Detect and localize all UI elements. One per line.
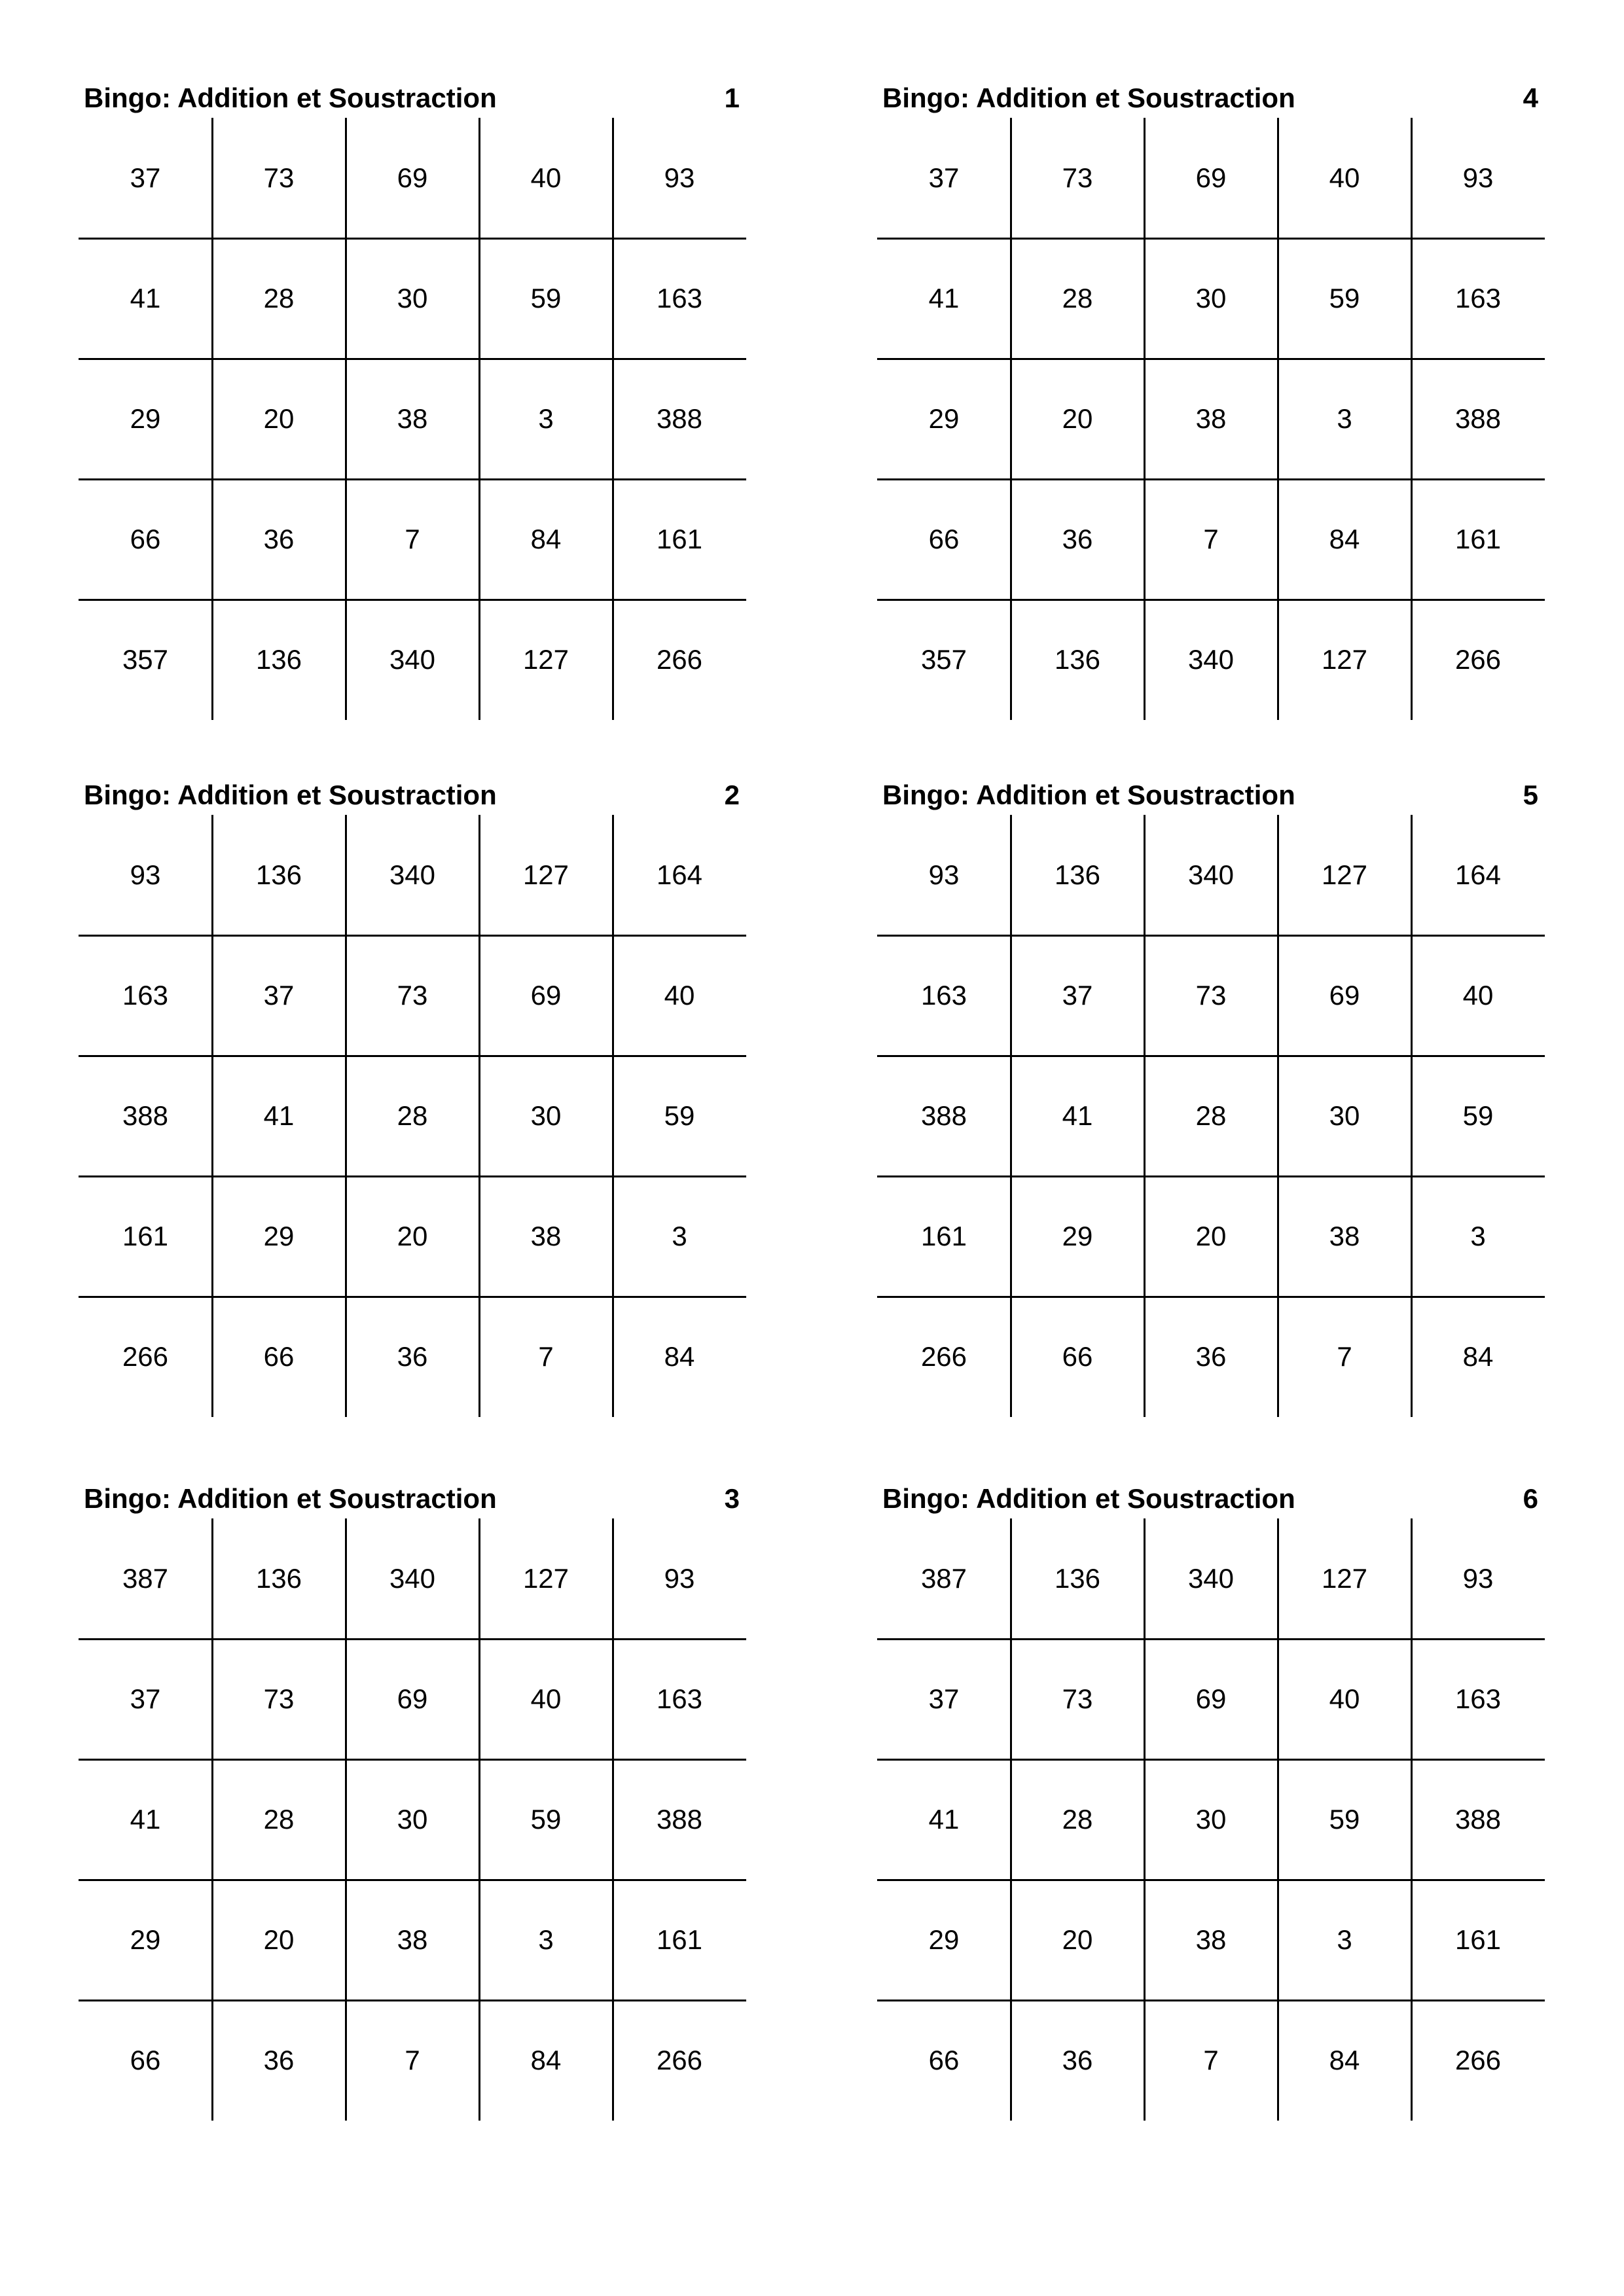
bingo-cell: 40 (1462, 980, 1494, 1011)
grid-row-divider (877, 1175, 1545, 1177)
bingo-cell: 388 (1454, 1804, 1502, 1835)
bingo-card-6 (877, 1479, 1545, 2121)
grid-column-divider (1277, 815, 1279, 1417)
card-header (79, 1479, 746, 1518)
bingo-cell: 163 (1454, 1683, 1502, 1714)
grid-column-divider (612, 118, 614, 720)
bingo-cell: 36 (1195, 1341, 1227, 1372)
bingo-cell: 29 (130, 1924, 161, 1955)
bingo-cell: 36 (1062, 524, 1093, 554)
bingo-cell: 93 (130, 859, 161, 890)
bingo-cell: 40 (530, 1683, 562, 1714)
grid-column-divider (478, 815, 480, 1417)
bingo-grid (79, 815, 746, 1417)
bingo-cell: 40 (1329, 162, 1360, 193)
bingo-cell: 161 (1454, 1924, 1502, 1955)
card-title: Bingo: Addition et Soustraction (84, 82, 497, 113)
grid-column-divider (1411, 1518, 1413, 2121)
bingo-cell: 7 (405, 2045, 420, 2075)
bingo-cell: 388 (122, 1100, 169, 1131)
bingo-cell: 161 (656, 1924, 703, 1955)
bingo-cell: 3 (538, 1924, 554, 1955)
card-header (79, 79, 746, 118)
card-title: Bingo: Addition et Soustraction (84, 780, 497, 810)
card-number: 3 (724, 1483, 740, 1514)
grid-row-divider (877, 238, 1545, 240)
bingo-cell: 93 (664, 162, 695, 193)
bingo-cell: 40 (1329, 1683, 1360, 1714)
bingo-cell: 20 (263, 403, 295, 434)
bingo-cell: 40 (664, 980, 695, 1011)
bingo-cell: 20 (263, 1924, 295, 1955)
bingo-cell: 3 (1470, 1221, 1486, 1251)
bingo-cell: 163 (122, 980, 169, 1011)
grid-row-divider (877, 1055, 1545, 1057)
bingo-cell: 127 (1321, 1563, 1368, 1594)
bingo-cell: 69 (530, 980, 562, 1011)
bingo-cell: 161 (920, 1221, 967, 1251)
grid-row-divider (79, 238, 746, 240)
grid-row-divider (877, 935, 1545, 937)
grid-column-divider (345, 1518, 347, 2121)
bingo-cell: 66 (263, 1341, 295, 1372)
bingo-cell: 7 (1337, 1341, 1352, 1372)
bingo-cell: 7 (1203, 2045, 1219, 2075)
bingo-cell: 59 (530, 1804, 562, 1835)
bingo-cell: 66 (130, 524, 161, 554)
bingo-cell: 36 (263, 2045, 295, 2075)
bingo-cell: 36 (1062, 2045, 1093, 2075)
bingo-cell: 388 (920, 1100, 967, 1131)
bingo-cell: 136 (255, 644, 302, 675)
grid-column-divider (1010, 815, 1012, 1417)
bingo-cell: 136 (1054, 859, 1101, 890)
bingo-cell: 340 (1187, 644, 1235, 675)
grid-row-divider (877, 478, 1545, 480)
bingo-cell: 69 (397, 1683, 428, 1714)
bingo-cell: 164 (1454, 859, 1502, 890)
grid-row-divider (79, 935, 746, 937)
grid-row-divider (877, 2000, 1545, 2001)
bingo-cell: 38 (397, 1924, 428, 1955)
bingo-cell: 38 (397, 403, 428, 434)
bingo-cell: 161 (1454, 524, 1502, 554)
grid-row-divider (877, 1638, 1545, 1640)
grid-column-divider (1010, 1518, 1012, 2121)
bingo-cell: 136 (1054, 1563, 1101, 1594)
bingo-cell: 37 (928, 1683, 960, 1714)
bingo-cell: 7 (538, 1341, 554, 1372)
bingo-cell: 387 (920, 1563, 967, 1594)
bingo-cell: 59 (1462, 1100, 1494, 1131)
bingo-cell: 20 (1062, 1924, 1093, 1955)
bingo-card-4 (877, 79, 1545, 720)
bingo-cell: 41 (263, 1100, 295, 1131)
bingo-cell: 66 (928, 2045, 960, 2075)
bingo-cell: 29 (130, 403, 161, 434)
bingo-cell: 30 (397, 283, 428, 314)
grid-column-divider (211, 815, 213, 1417)
grid-row-divider (79, 1175, 746, 1177)
bingo-cell: 93 (1462, 1563, 1494, 1594)
bingo-cell: 357 (122, 644, 169, 675)
grid-row-divider (79, 2000, 746, 2001)
grid-column-divider (478, 118, 480, 720)
grid-column-divider (345, 118, 347, 720)
bingo-cell: 28 (1195, 1100, 1227, 1131)
bingo-cell: 59 (530, 283, 562, 314)
grid-column-divider (211, 118, 213, 720)
bingo-cell: 36 (397, 1341, 428, 1372)
bingo-cell: 41 (130, 1804, 161, 1835)
bingo-card-5 (877, 776, 1545, 1417)
bingo-cell: 127 (1321, 644, 1368, 675)
grid-row-divider (877, 1759, 1545, 1761)
bingo-cell: 29 (1062, 1221, 1093, 1251)
bingo-cell: 41 (130, 283, 161, 314)
grid-row-divider (877, 1296, 1545, 1298)
bingo-grid (877, 118, 1545, 720)
bingo-cell: 66 (928, 524, 960, 554)
grid-column-divider (1411, 118, 1413, 720)
bingo-cell: 38 (1195, 1924, 1227, 1955)
grid-column-divider (1010, 118, 1012, 720)
card-number: 4 (1523, 82, 1538, 113)
bingo-cell: 73 (397, 980, 428, 1011)
bingo-cell: 30 (397, 1804, 428, 1835)
bingo-cell: 388 (656, 403, 703, 434)
grid-column-divider (1144, 118, 1146, 720)
bingo-cell: 37 (1062, 980, 1093, 1011)
bingo-cell: 127 (522, 859, 569, 890)
bingo-cell: 266 (122, 1341, 169, 1372)
bingo-cell: 163 (656, 283, 703, 314)
bingo-cell: 59 (1329, 1804, 1360, 1835)
bingo-cell: 30 (530, 1100, 562, 1131)
bingo-cell: 388 (656, 1804, 703, 1835)
bingo-cell: 84 (530, 2045, 562, 2075)
grid-column-divider (612, 1518, 614, 2121)
card-title: Bingo: Addition et Soustraction (84, 1483, 497, 1514)
grid-column-divider (211, 1518, 213, 2121)
bingo-cell: 340 (389, 644, 436, 675)
bingo-cell: 266 (920, 1341, 967, 1372)
grid-row-divider (79, 1759, 746, 1761)
bingo-cell: 28 (1062, 1804, 1093, 1835)
bingo-cell: 3 (538, 403, 554, 434)
card-title: Bingo: Addition et Soustraction (882, 82, 1295, 113)
grid-row-divider (79, 1055, 746, 1057)
card-number: 2 (724, 780, 740, 810)
bingo-cell: 340 (1187, 859, 1235, 890)
bingo-cell: 84 (530, 524, 562, 554)
card-header (877, 79, 1545, 118)
bingo-cell: 41 (928, 1804, 960, 1835)
bingo-cell: 73 (263, 1683, 295, 1714)
bingo-grid (877, 815, 1545, 1417)
grid-column-divider (1277, 118, 1279, 720)
grid-column-divider (1277, 1518, 1279, 2121)
bingo-cell: 93 (1462, 162, 1494, 193)
bingo-cell: 37 (928, 162, 960, 193)
bingo-cell: 59 (664, 1100, 695, 1131)
bingo-cell: 36 (263, 524, 295, 554)
card-title: Bingo: Addition et Soustraction (882, 780, 1295, 810)
bingo-cell: 69 (1195, 162, 1227, 193)
bingo-cell: 30 (1195, 283, 1227, 314)
bingo-cell: 38 (1329, 1221, 1360, 1251)
bingo-cell: 69 (397, 162, 428, 193)
bingo-cell: 136 (255, 859, 302, 890)
bingo-cell: 37 (130, 162, 161, 193)
bingo-cell: 266 (656, 644, 703, 675)
bingo-cell: 41 (928, 283, 960, 314)
bingo-cell: 73 (1062, 162, 1093, 193)
bingo-cell: 136 (255, 1563, 302, 1594)
bingo-cell: 37 (263, 980, 295, 1011)
bingo-cell: 28 (263, 1804, 295, 1835)
bingo-cell: 161 (122, 1221, 169, 1251)
grid-column-divider (1144, 1518, 1146, 2121)
bingo-cell: 20 (397, 1221, 428, 1251)
bingo-cell: 30 (1195, 1804, 1227, 1835)
bingo-cell: 66 (1062, 1341, 1093, 1372)
card-header (877, 1479, 1545, 1518)
bingo-cell: 388 (1454, 403, 1502, 434)
bingo-cell: 163 (920, 980, 967, 1011)
bingo-cell: 7 (1203, 524, 1219, 554)
bingo-cell: 29 (928, 1924, 960, 1955)
bingo-cell: 127 (522, 1563, 569, 1594)
bingo-cell: 84 (664, 1341, 695, 1372)
bingo-cell: 136 (1054, 644, 1101, 675)
bingo-cell: 387 (122, 1563, 169, 1594)
bingo-cell: 161 (656, 524, 703, 554)
grid-column-divider (1411, 815, 1413, 1417)
card-number: 6 (1523, 1483, 1538, 1514)
bingo-cell: 73 (1062, 1683, 1093, 1714)
bingo-cell: 73 (263, 162, 295, 193)
bingo-cell: 84 (1462, 1341, 1494, 1372)
bingo-cell: 40 (530, 162, 562, 193)
bingo-card-2 (79, 776, 746, 1417)
card-number: 5 (1523, 780, 1538, 810)
grid-row-divider (79, 1296, 746, 1298)
bingo-cell: 266 (656, 2045, 703, 2075)
bingo-cell: 28 (263, 283, 295, 314)
bingo-cell: 28 (397, 1100, 428, 1131)
bingo-cell: 163 (656, 1683, 703, 1714)
bingo-cell: 59 (1329, 283, 1360, 314)
bingo-grid (79, 118, 746, 720)
bingo-cell: 69 (1329, 980, 1360, 1011)
bingo-card-1 (79, 79, 746, 720)
bingo-card-3 (79, 1479, 746, 2121)
grid-row-divider (79, 1638, 746, 1640)
grid-row-divider (877, 599, 1545, 601)
bingo-cell: 357 (920, 644, 967, 675)
bingo-cell: 84 (1329, 2045, 1360, 2075)
card-header (79, 776, 746, 815)
bingo-cell: 37 (130, 1683, 161, 1714)
bingo-cell: 29 (928, 403, 960, 434)
bingo-cell: 29 (263, 1221, 295, 1251)
bingo-cell: 69 (1195, 1683, 1227, 1714)
bingo-cell: 266 (1454, 644, 1502, 675)
bingo-cell: 38 (530, 1221, 562, 1251)
bingo-cell: 93 (664, 1563, 695, 1594)
bingo-cell: 127 (1321, 859, 1368, 890)
bingo-cell: 20 (1195, 1221, 1227, 1251)
bingo-cell: 41 (1062, 1100, 1093, 1131)
bingo-cell: 3 (672, 1221, 687, 1251)
bingo-cell: 30 (1329, 1100, 1360, 1131)
grid-column-divider (478, 1518, 480, 2121)
card-number: 1 (724, 82, 740, 113)
grid-row-divider (877, 358, 1545, 360)
bingo-cell: 266 (1454, 2045, 1502, 2075)
bingo-cell: 84 (1329, 524, 1360, 554)
bingo-cell: 340 (389, 1563, 436, 1594)
grid-row-divider (79, 1879, 746, 1881)
bingo-cell: 93 (928, 859, 960, 890)
bingo-cell: 163 (1454, 283, 1502, 314)
bingo-cell: 127 (522, 644, 569, 675)
bingo-cell: 28 (1062, 283, 1093, 314)
bingo-grid (79, 1518, 746, 2121)
bingo-cell: 7 (405, 524, 420, 554)
bingo-grid (877, 1518, 1545, 2121)
bingo-cell: 3 (1337, 403, 1352, 434)
bingo-cell: 20 (1062, 403, 1093, 434)
bingo-cell: 66 (130, 2045, 161, 2075)
grid-row-divider (79, 358, 746, 360)
grid-row-divider (877, 1879, 1545, 1881)
bingo-cell: 73 (1195, 980, 1227, 1011)
card-header (877, 776, 1545, 815)
bingo-cell: 3 (1337, 1924, 1352, 1955)
grid-column-divider (1144, 815, 1146, 1417)
bingo-cell: 164 (656, 859, 703, 890)
grid-row-divider (79, 599, 746, 601)
grid-column-divider (345, 815, 347, 1417)
grid-column-divider (612, 815, 614, 1417)
bingo-cell: 340 (1187, 1563, 1235, 1594)
bingo-cell: 340 (389, 859, 436, 890)
bingo-cell: 38 (1195, 403, 1227, 434)
card-title: Bingo: Addition et Soustraction (882, 1483, 1295, 1514)
grid-row-divider (79, 478, 746, 480)
